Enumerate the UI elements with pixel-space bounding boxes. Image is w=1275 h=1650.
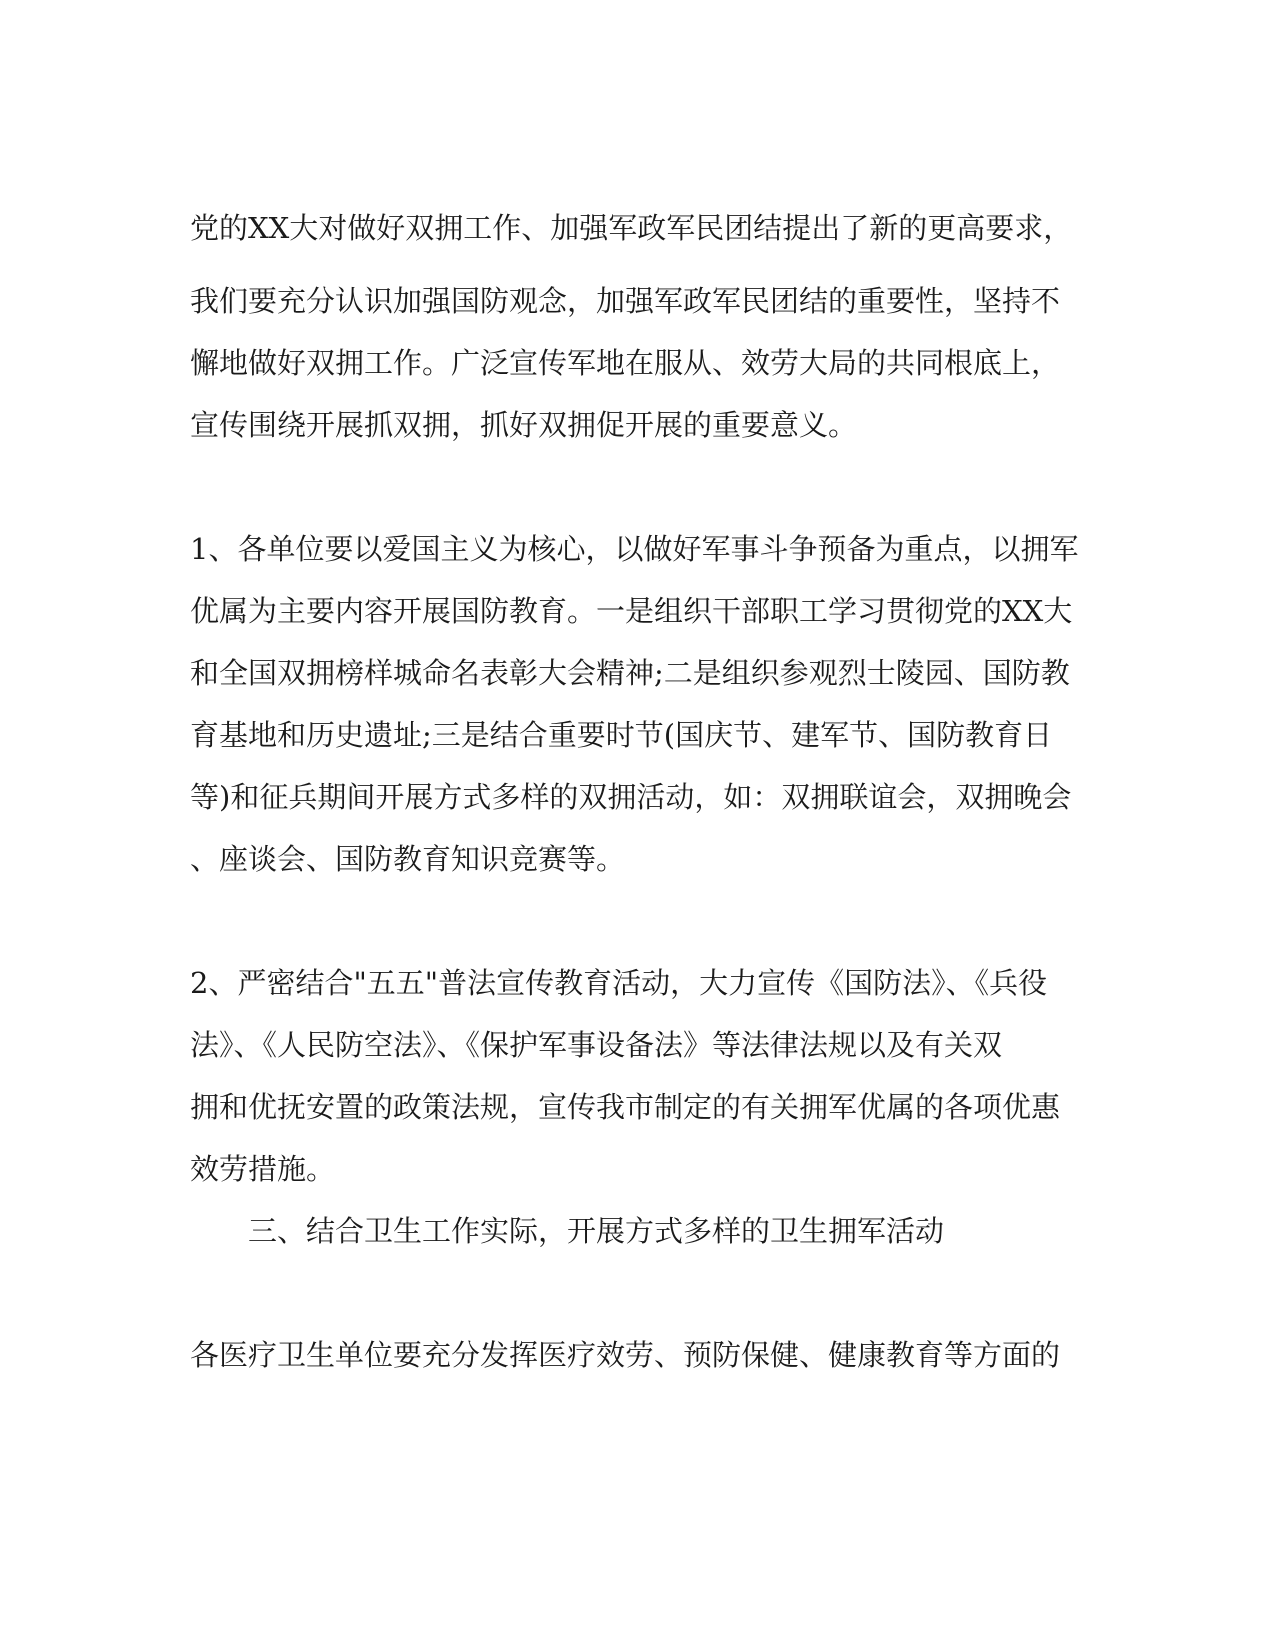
paragraph-1-line-1: 党的XX大对做好双拥工作、加强军政军民团结提出了新的更高要求， <box>190 211 1073 245</box>
paragraph-2-line-1: 1、各单位要以爱国主义为核心，以做好军事斗争预备为重点，以拥军 <box>190 532 1079 566</box>
paragraph-2-line-6: 、座谈会、国防教育知识竞赛等。 <box>190 842 626 876</box>
paragraph-1-line-2: 我们要充分认识加强国防观念，加强军政军民团结的重要性，坚持不 <box>190 284 1061 318</box>
paragraph-2-line-2: 优属为主要内容开展国防教育。一是组织干部职工学习贯彻党的XX大 <box>190 594 1073 628</box>
paragraph-3-line-2: 法》、《人民防空法》、《保护军事设备法》等法律法规以及有关双 <box>190 1028 1003 1062</box>
paragraph-3-line-3: 拥和优抚安置的政策法规，宣传我市制定的有关拥军优属的各项优惠 <box>190 1090 1061 1124</box>
paragraph-1-line-4: 宣传围绕开展抓双拥，抓好双拥促开展的重要意义。 <box>190 408 858 442</box>
paragraph-4-line-1: 各医疗卫生单位要充分发挥医疗效劳、预防保健、健康教育等方面的 <box>190 1338 1061 1372</box>
paragraph-3-line-1: 2、严密结合"五五"普法宣传教育活动，大力宣传《国防法》、《兵役 <box>190 966 1048 1000</box>
paragraph-3-line-4: 效劳措施。 <box>190 1152 336 1186</box>
paragraph-2-line-3: 和全国双拥榜样城命名表彰大会精神;二是组织参观烈士陵园、国防教 <box>190 656 1070 690</box>
paragraph-2-line-4: 育基地和历史遗址;三是结合重要时节(国庆节、建军节、国防教育日 <box>190 718 1053 752</box>
section-heading-3: 三、结合卫生工作实际，开展方式多样的卫生拥军活动 <box>248 1214 945 1248</box>
paragraph-1-line-3: 懈地做好双拥工作。广泛宣传军地在服从、效劳大局的共同根底上， <box>190 346 1061 380</box>
paragraph-2-line-5: 等)和征兵期间开展方式多样的双拥活动，如：双拥联谊会，双拥晚会 <box>190 780 1072 814</box>
